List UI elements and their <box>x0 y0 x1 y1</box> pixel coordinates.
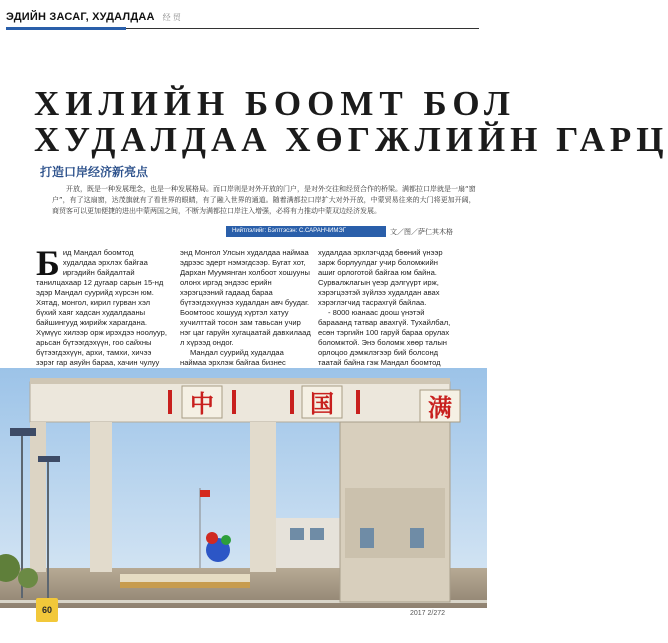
author-cn: 文／图／萨仁其木格 <box>390 227 453 236</box>
chinese-subtitle: 打造口岸经济新亮点 <box>40 165 149 179</box>
paragraph: худалдаа эрхлэгчдэд бөөний үнээр зарж борлуулдаг учир боломжийн ашиг орлоготой байгаа юм байна. Сурвалжлагын үеэр дэлгүүрт ирж, хэрэгцээтэй зүйлээ худалдан авах хэрэглэгчид тасрахгүй байлаа. <box>318 248 443 307</box>
author-mn: Нийтлэлийг: Бэлтгэсэн: С.САРАНЧИМЭГ <box>226 226 386 237</box>
headline-line-1: ХИЛИЙН БООМТ БОЛ <box>34 84 516 123</box>
section-title: ЭДИЙН ЗАСАГ, ХУДАЛДАА <box>6 11 155 23</box>
paragraph: Мандал суурийд худалдаа наймаа эрхлэж байгаа бизнес <box>180 348 286 367</box>
drop-cap: Б <box>36 243 60 283</box>
lead-paragraph: 开放，既是一种发展理念，也是一种发展格局。而口岸则是对外开放的门户，是对外交往和经贸合作的桥梁。满都拉口岸就是一扇“窗户”，有了这扇窗，达茂旗就有了看世界的眼睛，有了融入世界的通道。随着满都拉口岸扩大对外开放，中蒙贸易往来的大门将更加开阔，商贸客可以更加便捷的进出中蒙两国之间，不断为满都拉口岸注入增强，必将有力推动中蒙双边经济发展。 <box>52 185 476 215</box>
gate-sign-guo: 国 <box>310 390 334 418</box>
section-header <box>6 8 181 26</box>
gate-sign-man: 满 <box>428 394 452 422</box>
gate-sign-zhong: 中 <box>190 390 214 418</box>
paragraph <box>36 243 168 388</box>
author-bar <box>226 226 482 237</box>
paragraph-text: ид Мандал боомтод худалдаа эрхлэх байгаа иргэдийн байдалтай танилцахаар 12 дугаар сарын 15-нд эдэр Мандал суурийд хүрсэн юм. Хятад, монгол, кирил гурван хэл бүхий хаяг хадсан худалдааны байшингууд жирийж харагдана. Хүмүүс хилээр орж ирэхдээ ноолуур, арьсан бүтээгдэхүүн, гоо сайхны бүтээгдэхүүн, архи, тамхи, хичээ зэрэг гар аяуйн бараа, хачин чулуу <box>36 248 167 367</box>
paragraph: - 8000 юанаас доош үнэтэй барааанд татвар авахгүй. Тухайлбал, есөн тэргийн 100 гаруй бараа орулах боломжтой. Энэ боломж хөөр талын орлоцоо дэмжлэгээр бий болсонд таатай байна гэж Мандал боомтод <box>318 308 451 367</box>
paragraph: энд Монгол Улсын худалдаа наймаа эдрээс эдерт нэмэгдсээр. Бугат хот, Дархан Муумянган холбоот хошууны олонх иргэд эндээс ерийн хэрэгцээний гадаад бараа бүтээгдэхүүнээ худалдан авч буудаг. Боомтоос хошууд хүртэл хатуу хучилттай тосон зам тавьсан учир нэг цаг гаруйн хугацаатай давхилаад л хүрээд ондог. <box>180 248 311 347</box>
issue-number: 2017 2/272 <box>410 610 446 617</box>
port-gate-photo <box>0 368 487 608</box>
page-number: 60 <box>36 598 58 622</box>
headline-line-2: ХУДАЛДАА ХӨГЖЛИЙН ГАРЦ <box>34 120 668 159</box>
section-title-cn: 经 贸 <box>162 12 181 22</box>
header-accent-bar <box>6 27 126 30</box>
